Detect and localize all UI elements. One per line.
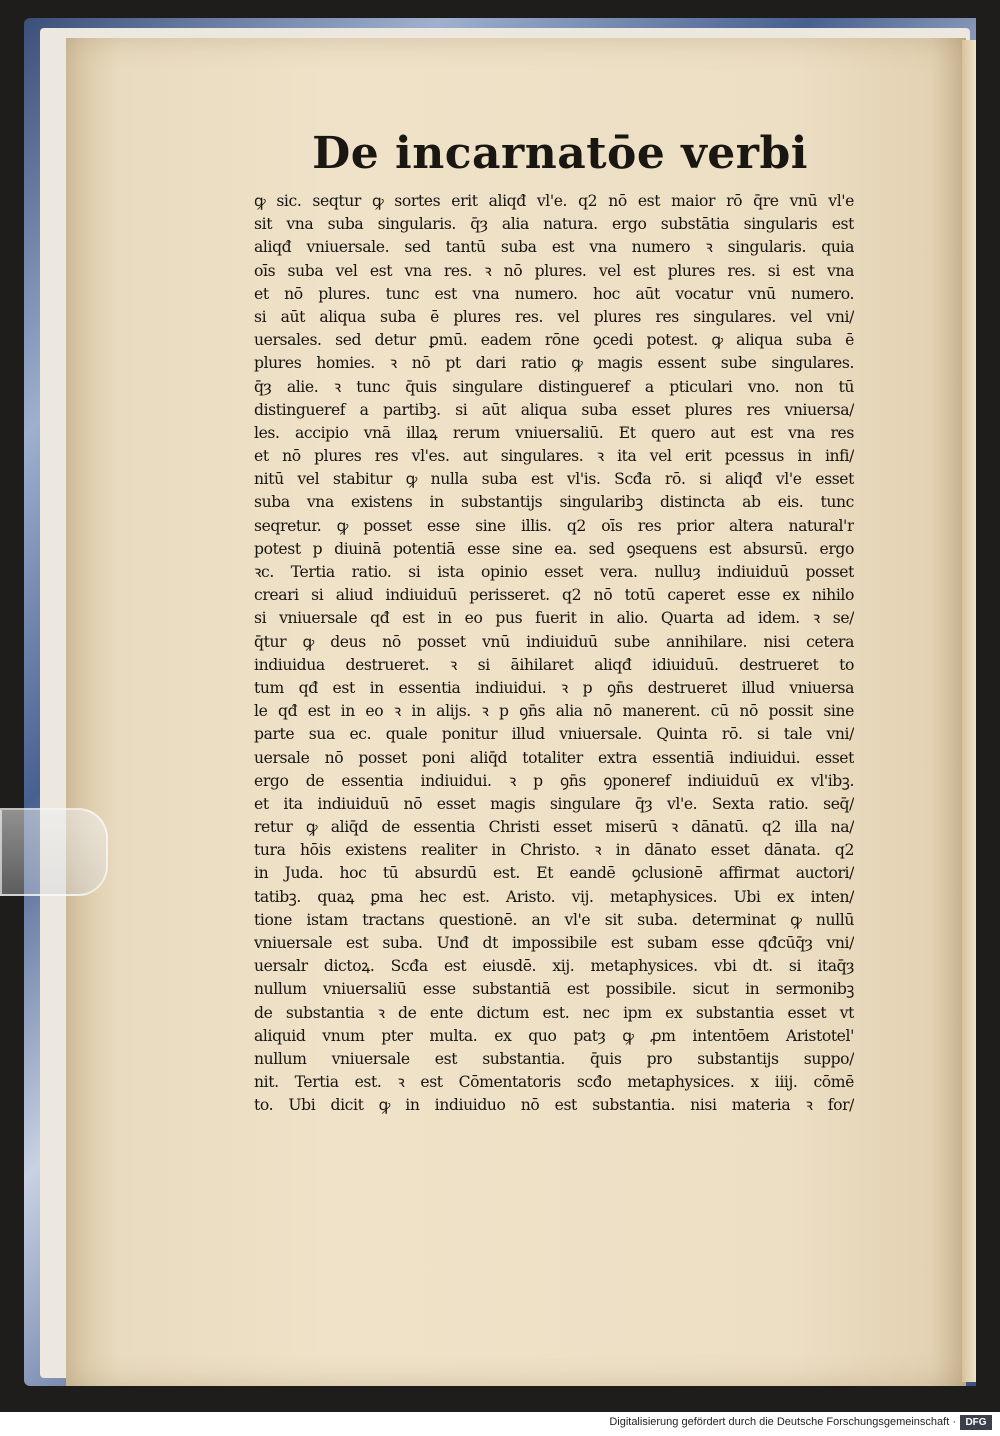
- text-line: uersalr dictoꝝ. Scđa est eiusdē. xij. metaphysices. vbi dt. si itaq̄ȝ: [254, 957, 854, 976]
- text-line: to. Ubi dicit ꝙ in indiuiduo nō est substantia. nisi materia ꝛ for/: [254, 1096, 854, 1115]
- text-line: tione istam tractans questionē. an vl'e sit suba. determinat ꝙ nullū: [254, 910, 854, 929]
- text-line: et ita indiuiduū nō esset magis singulare q̄ȝ vl'e. Sexta ratio. seq̄/: [254, 794, 854, 813]
- text-line: q̄tur ꝙ deus nō posset vnū indiuiduū sube annihilare. nisi cetera: [254, 632, 854, 651]
- text-line: retur ꝙ aliq̄d de essentia Christi esset miserū ꝛ dānatū. q2 illa na/: [254, 818, 854, 837]
- text-line: et nō plures. tunc est vna numero. hoc aūt vocatur vnū numero.: [254, 284, 854, 303]
- text-line: q̄ȝ alie. ꝛ tunc q̄uis singulare distingueref a pticulari vno. non tū: [254, 377, 854, 396]
- text-line: oīs suba vel est vna res. ꝛ nō plures. vel est plures res. si est vna: [254, 261, 854, 280]
- text-line: et nō plures res vl'es. aut singulares. ꝛ ita vel erit pcessus in infi/: [254, 447, 854, 466]
- text-block: [254, 190, 854, 1118]
- page-clip: [0, 808, 108, 896]
- text-line: le qđ est in eo ꝛ in alijs. ꝛ p ꝯn̄s alia nō manerent. cū nō possit sine: [254, 702, 854, 721]
- text-line: in Juda. hoc tū absurdū est. Et eandē ꝯclusionē affirmat auctori/: [254, 864, 854, 883]
- text-line: tatibꝫ. quaꝝ ꝑma hec est. Aristo. vij. metaphysices. Ubi ex inten/: [254, 887, 854, 906]
- text-line: distingueref a partibꝫ. si aūt aliqua suba esset plures res vniuersa/: [254, 400, 854, 419]
- page-heading: De incarnatōe verbi: [312, 128, 808, 179]
- text-line: nitū vel stabitur ꝙ nulla suba est vl'is. Scđa rō. si aliqđ vl'e esset: [254, 470, 854, 489]
- text-line: nit. Tertia est. ꝛ est Cōmentatoris scđo metaphysices. x iiij. cōmē: [254, 1073, 854, 1092]
- text-line: nullum vniuersale est substantia. q̄uis pro substantijs suppo/: [254, 1049, 854, 1068]
- text-line: uersale nō posset poni aliq̄d totaliter extra essentiā indiuidui. esset: [254, 748, 854, 767]
- text-line: vniuersale est suba. Unđ dt impossibile est subam esse qđcūq̄ȝ vni/: [254, 934, 854, 952]
- text-line: nullum vniuersaliū esse substantiā est possibile. sicut in sermonibꝫ: [254, 980, 854, 999]
- text-line: potest p diuinā potentiā esse sine ea. sed ꝯsequens est absursū. ergo: [254, 539, 854, 558]
- text-line: indiuidua destrueret. ꝛ si āihilaret aliqđ idiuiduū. destrueret to: [254, 655, 854, 674]
- text-line: de substantia ꝛ de ente dictum est. nec ipm ex substantia esset vt: [254, 1003, 854, 1022]
- text-line: ꝙ sic. seqtur ꝙ sortes erit aliqđ vl'e. q2 nō est maior rō q̄re vnū vl'e: [254, 192, 854, 210]
- text-line: plures homies. ꝛ nō pt dari ratio ꝙ magis essent sube singulares.: [254, 354, 854, 373]
- dfg-logo-icon: DFG: [960, 1415, 992, 1430]
- text-line: suba vna existens in substantijs singularibꝫ distincta ab eis. tunc: [254, 493, 854, 512]
- page-edge: [962, 40, 976, 1382]
- text-line: creari si aliud indiuiduū perisseret. q2 nō totū caperet esse ex nihilo: [254, 586, 854, 605]
- text-line: sit vna suba singularis. q̄ȝ alia natura. ergo substātia singularis est: [254, 215, 854, 234]
- text-line: ergo de essentia indiuidui. ꝛ p ꝯn̄s ꝯponeref indiuiduū ex vl'ibꝫ.: [254, 771, 854, 790]
- text-line: les. accipio vnā illaꝝ rerum vniuersaliū. Et quero aut est vna res: [254, 423, 854, 442]
- text-line: uersales. sed detur ꝑmū. eadem rōne ꝯcedi potest. ꝙ aliqua suba ē: [254, 331, 854, 350]
- text-line: tum qđ est in essentia indiuidui. ꝛ p ꝯn̄s destrueret illud vniuersa: [254, 678, 854, 697]
- text-line: tura hōis existens realiter in Christo. ꝛ in dānato esset dānata. q2: [254, 841, 854, 860]
- footer-credit: Digitalisierung gefördert durch die Deutsche Forschungsgemeinschaft ·: [609, 1416, 956, 1428]
- text-line: parte sua ec. quale ponitur illud vniuersale. Quinta rō. si tale vni/: [254, 725, 854, 744]
- text-line: ꝛc. Tertia ratio. si ista opinio esset vera. nulluȝ indiuiduū posset: [254, 563, 854, 581]
- text-line: si vniuersale qđ est in eo pus fuerit in alio. Quarta ad idem. ꝛ se/: [254, 609, 854, 628]
- text-line: aliquid vnum pter multa. ex quo patȝ ꝙ ꝓm intentōem Aristotel': [254, 1026, 854, 1045]
- text-line: si aūt aliqua suba ē plures res. vel plures res singulares. vel vni/: [254, 307, 854, 326]
- text-line: aliqđ vniuersale. sed tantū suba est vna numero ꝛ singularis. quia: [254, 238, 854, 257]
- text-line: seqretur. ꝙ posset esse sine illis. q2 oīs res prior altera natural'r: [254, 516, 854, 535]
